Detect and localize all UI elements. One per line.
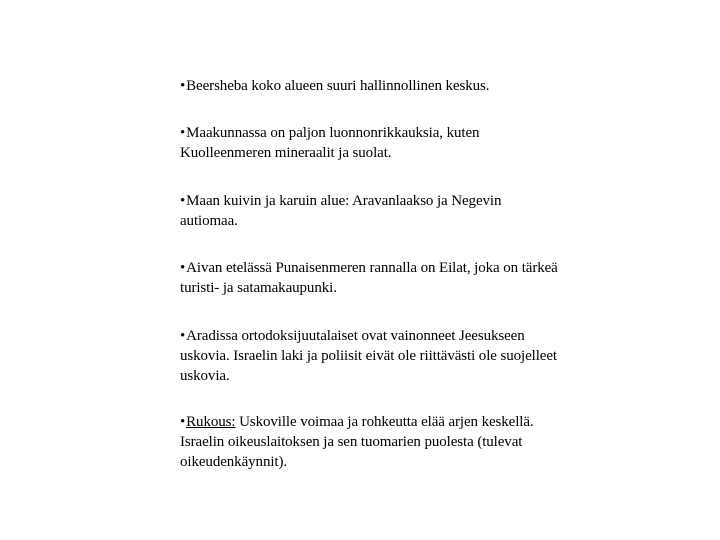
bullet-driest-area [180, 191, 560, 231]
prayer-term: Rukous: [186, 414, 236, 430]
bullet-icon: • [180, 78, 186, 94]
bullet-list [180, 76, 560, 498]
bullet-icon: • [180, 125, 186, 141]
bullet-icon: • [180, 328, 186, 344]
bullet-text: Maan kuivin ja karuin alue: Aravanlaakso ja Negevin autiomaa. [180, 193, 502, 229]
bullet-icon: • [180, 260, 186, 276]
bullet-prayer [180, 412, 560, 472]
bullet-beersheba [180, 76, 560, 96]
bullet-natural-resources [180, 123, 560, 163]
bullet-arad [180, 326, 560, 386]
bullet-eilat [180, 258, 560, 298]
bullet-text: Maakunnassa on paljon luonnonrikkauksia, kuten Kuolleenmeren mineraalit ja suolat. [180, 125, 480, 161]
bullet-icon: • [180, 193, 186, 209]
bullet-icon: • [180, 414, 186, 430]
bullet-text: Aradissa ortodoksijuutalaiset ovat vainonneet Jeesukseen uskovia. Israelin laki ja poliisit eivät ole riittävästi ole suojelleet uskovia. [180, 328, 557, 384]
bullet-text: Aivan etelässä Punaisenmeren rannalla on Eilat, joka on tärkeä turisti- ja satamakaupunki. [180, 260, 558, 296]
bullet-text: Beersheba koko alueen suuri hallinnollinen keskus. [186, 78, 490, 94]
bullet-text: Uskoville voimaa ja rohkeutta elää arjen keskellä. Israelin oikeuslaitoksen ja sen tuomarien puolesta (tulevat oikeudenkäynnit). [180, 414, 534, 470]
